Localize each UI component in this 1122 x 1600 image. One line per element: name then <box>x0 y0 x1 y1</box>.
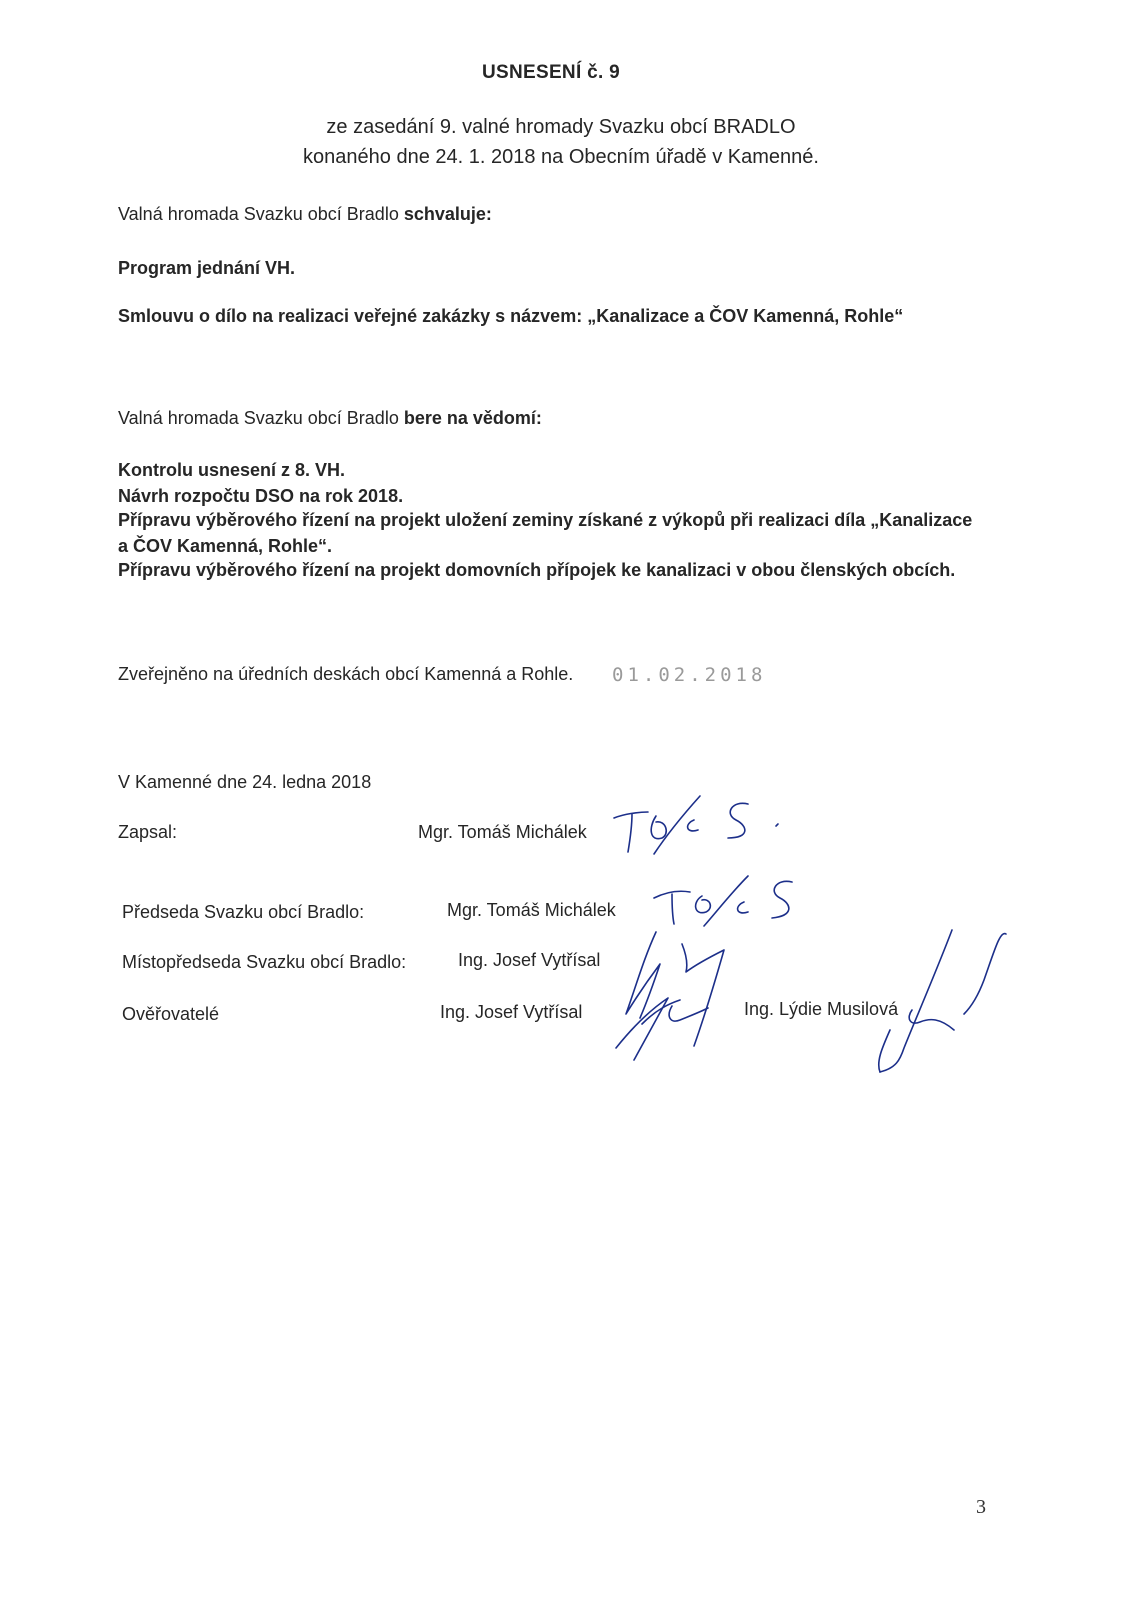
notes-intro-bold: bere na vědomí: <box>403 408 542 428</box>
page-number: 3 <box>976 1496 986 1518</box>
resolution-title: USNESENÍ č. 9 <box>482 62 621 83</box>
verifier-2-name: Ing. Lýdie Musilová <box>744 999 899 1019</box>
verifier-2-signature <box>866 922 1016 1082</box>
recorder-role: Zapsal: <box>118 822 178 842</box>
notes-item-soil-line-1: Přípravu výběrového řízení na projekt uložení zeminy získané z výkopů při realizaci díla „Kanalizace <box>118 510 973 530</box>
notes-item-connections: Přípravu výběrového řízení na projekt domovních přípojek ke kanalizaci v obou členských obcích. <box>118 560 956 580</box>
chair-name: Mgr. Tomáš Michálek <box>447 900 616 920</box>
verifier-1-name: Ing. Josef Vytřísal <box>440 1002 583 1022</box>
place-and-date: V Kamenné dne 24. ledna 2018 <box>118 772 372 792</box>
vice-chair-role: Místopředseda Svazku obcí Bradlo: <box>122 952 407 972</box>
chair-role: Předseda Svazku obcí Bradlo: <box>122 902 365 922</box>
notes-item-budget: Návrh rozpočtu DSO na rok 2018. <box>118 486 404 506</box>
approves-intro <box>118 204 492 225</box>
subtitle-line-1: ze zasedání 9. valné hromady Svazku obcí BRADLO <box>326 116 796 138</box>
approves-item-program: Program jednání VH. <box>118 258 296 278</box>
notes-item-control: Kontrolu usnesení z 8. VH. <box>118 460 346 480</box>
approves-item-contract: Smlouvu o dílo na realizaci veřejné zakázky s názvem: „Kanalizace a ČOV Kamenná, Rohle“ <box>118 306 904 326</box>
published-statement: Zveřejněno na úředních deskách obcí Kamenná a Rohle. <box>118 664 574 684</box>
notes-item-soil-line-2: a ČOV Kamenná, Rohle“. <box>118 536 333 556</box>
notes-intro <box>118 408 542 429</box>
notes-intro-text: Valná hromada Svazku obcí Bradlo <box>118 408 404 428</box>
published-date-stamp: 01.02.2018 <box>612 664 767 686</box>
recorder-name: Mgr. Tomáš Michálek <box>418 822 587 842</box>
subtitle-line-2: konaného dne 24. 1. 2018 na Obecním úřadě v Kamenné. <box>303 146 819 168</box>
vice-chair-name: Ing. Josef Vytřísal <box>458 950 601 970</box>
recorder-signature <box>604 790 794 880</box>
vice-chair-signature <box>596 928 746 1078</box>
verifiers-role: Ověřovatelé <box>122 1004 220 1024</box>
approves-intro-text: Valná hromada Svazku obcí Bradlo <box>118 204 404 224</box>
approves-intro-bold: schvaluje: <box>403 204 492 224</box>
